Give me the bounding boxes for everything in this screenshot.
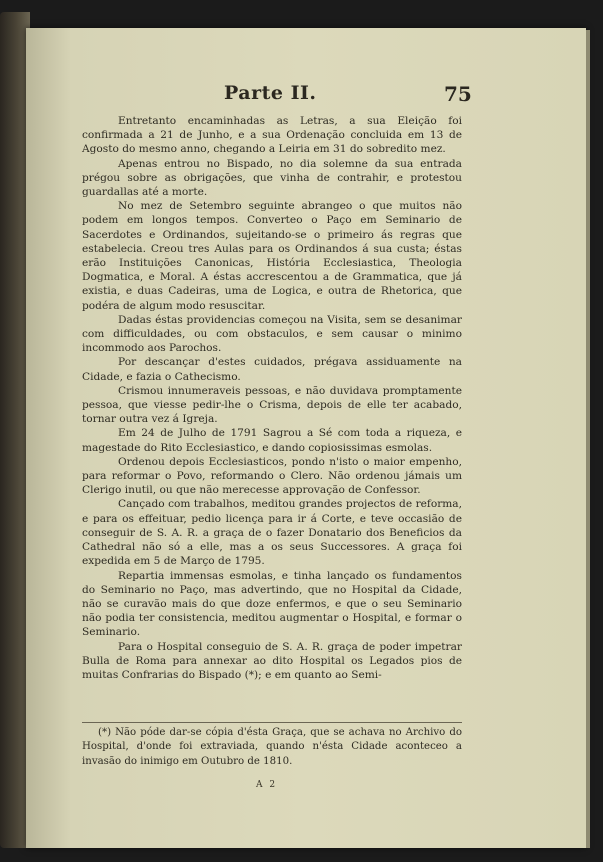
paragraph: Ordenou depois Ecclesiasticos, pondo n'isto o maior empenho, para reformar o Povo, reformando o Clero. Não ordenou jámais um Clerigo inutil, ou que não merecesse approvação de Confessor.	[82, 455, 462, 497]
page-header	[26, 82, 586, 112]
footnote: (*) Não póde dar-se cópia d'ésta Graça, que se achava no Archivo do Hospital, d'onde foi extraviada, quando n'ésta Cidade aconteceo a invasão do inimigo em Outubro de 1810.	[82, 727, 462, 767]
paragraph: Apenas entrou no Bispado, no dia solemne da sua entrada prégou sobre as obrigações, que vinha de contrahir, e protestou guardallas até a morte.	[82, 157, 462, 199]
paragraph: Repartia immensas esmolas, e tinha lançado os fundamentos do Seminario no Paço, mas advertindo, que no Hospital da Cidade, não se curavão mais do que doze enfermos, e que o seu Seminario não podia ter consistencia, meditou augmentar o Hospital, e formar o Seminario.	[82, 569, 462, 639]
running-title: Parte II.	[224, 82, 317, 104]
footnote-divider	[82, 722, 462, 723]
paragraph: Cançado com trabalhos, meditou grandes projectos de reforma, e para os effeituar, pedio licença para ir á Corte, e teve occasião de conseguir de S. A. R. a graça de o fazer Donatario dos Beneficios da Cathedral não só a elle, mas a os seus Successores. A graça foi expedida em 5 de Março de 1795.	[82, 498, 462, 568]
book-page	[26, 28, 586, 848]
page-number: 75	[444, 82, 472, 106]
body-text	[82, 114, 462, 682]
paragraph: Por descançar d'estes cuidados, prégava assiduamente na Cidade, e fazia o Cathecismo.	[82, 356, 462, 383]
paragraph: No mez de Setembro seguinte abrangeo o que muitos não podem em longos tempos. Converteo o Paço em Seminario de Sacerdotes e Ordinandos, sujeitando-se o primeiro ás regras que estabelecia. Creou tres Aulas para os Ordinandos á sua custa; éstas erão Instituições Canonicas, História Ecclesiastica, Theologia Dogmatica, e Moral. A éstas accrescentou a de Grammatica, que já existia, e duas Cadeiras, uma de Logica, e outra de Rhetorica, que podéra de algum modo resuscitar.	[82, 200, 462, 312]
page-edge	[586, 30, 590, 848]
paragraph: Para o Hospital conseguio de S. A. R. graça de poder impetrar Bulla de Roma para annexar ao dito Hospital os Legados pios de muitas Confrarias do Bispado (*); e em quanto ao Semi-	[82, 640, 462, 681]
paragraph: Entretanto encaminhadas as Letras, a sua Eleição foi confirmada a 21 de Junho, e a sua Ordenação concluida em 13 de Agosto do mesmo anno, chegando a Leiria em 31 do sobredito mez.	[82, 115, 462, 156]
signature-mark: A 2	[256, 780, 278, 790]
paragraph: Dadas éstas providencias começou na Visita, sem se desanimar com difficuldades, ou com obstaculos, e sem causar o minimo incommodo aos Parochos.	[82, 313, 462, 355]
paragraph: Em 24 de Julho de 1791 Sagrou a Sé com toda a riqueza, e magestade do Rito Ecclesiastico, e dando copiosissimas esmolas.	[82, 427, 462, 454]
paragraph: Crismou innumeraveis pessoas, e não duvidava promptamente pessoa, que viesse pedir-lhe o Crisma, depois de elle ter acabado, tornar outra vez á Igreja.	[82, 384, 462, 426]
